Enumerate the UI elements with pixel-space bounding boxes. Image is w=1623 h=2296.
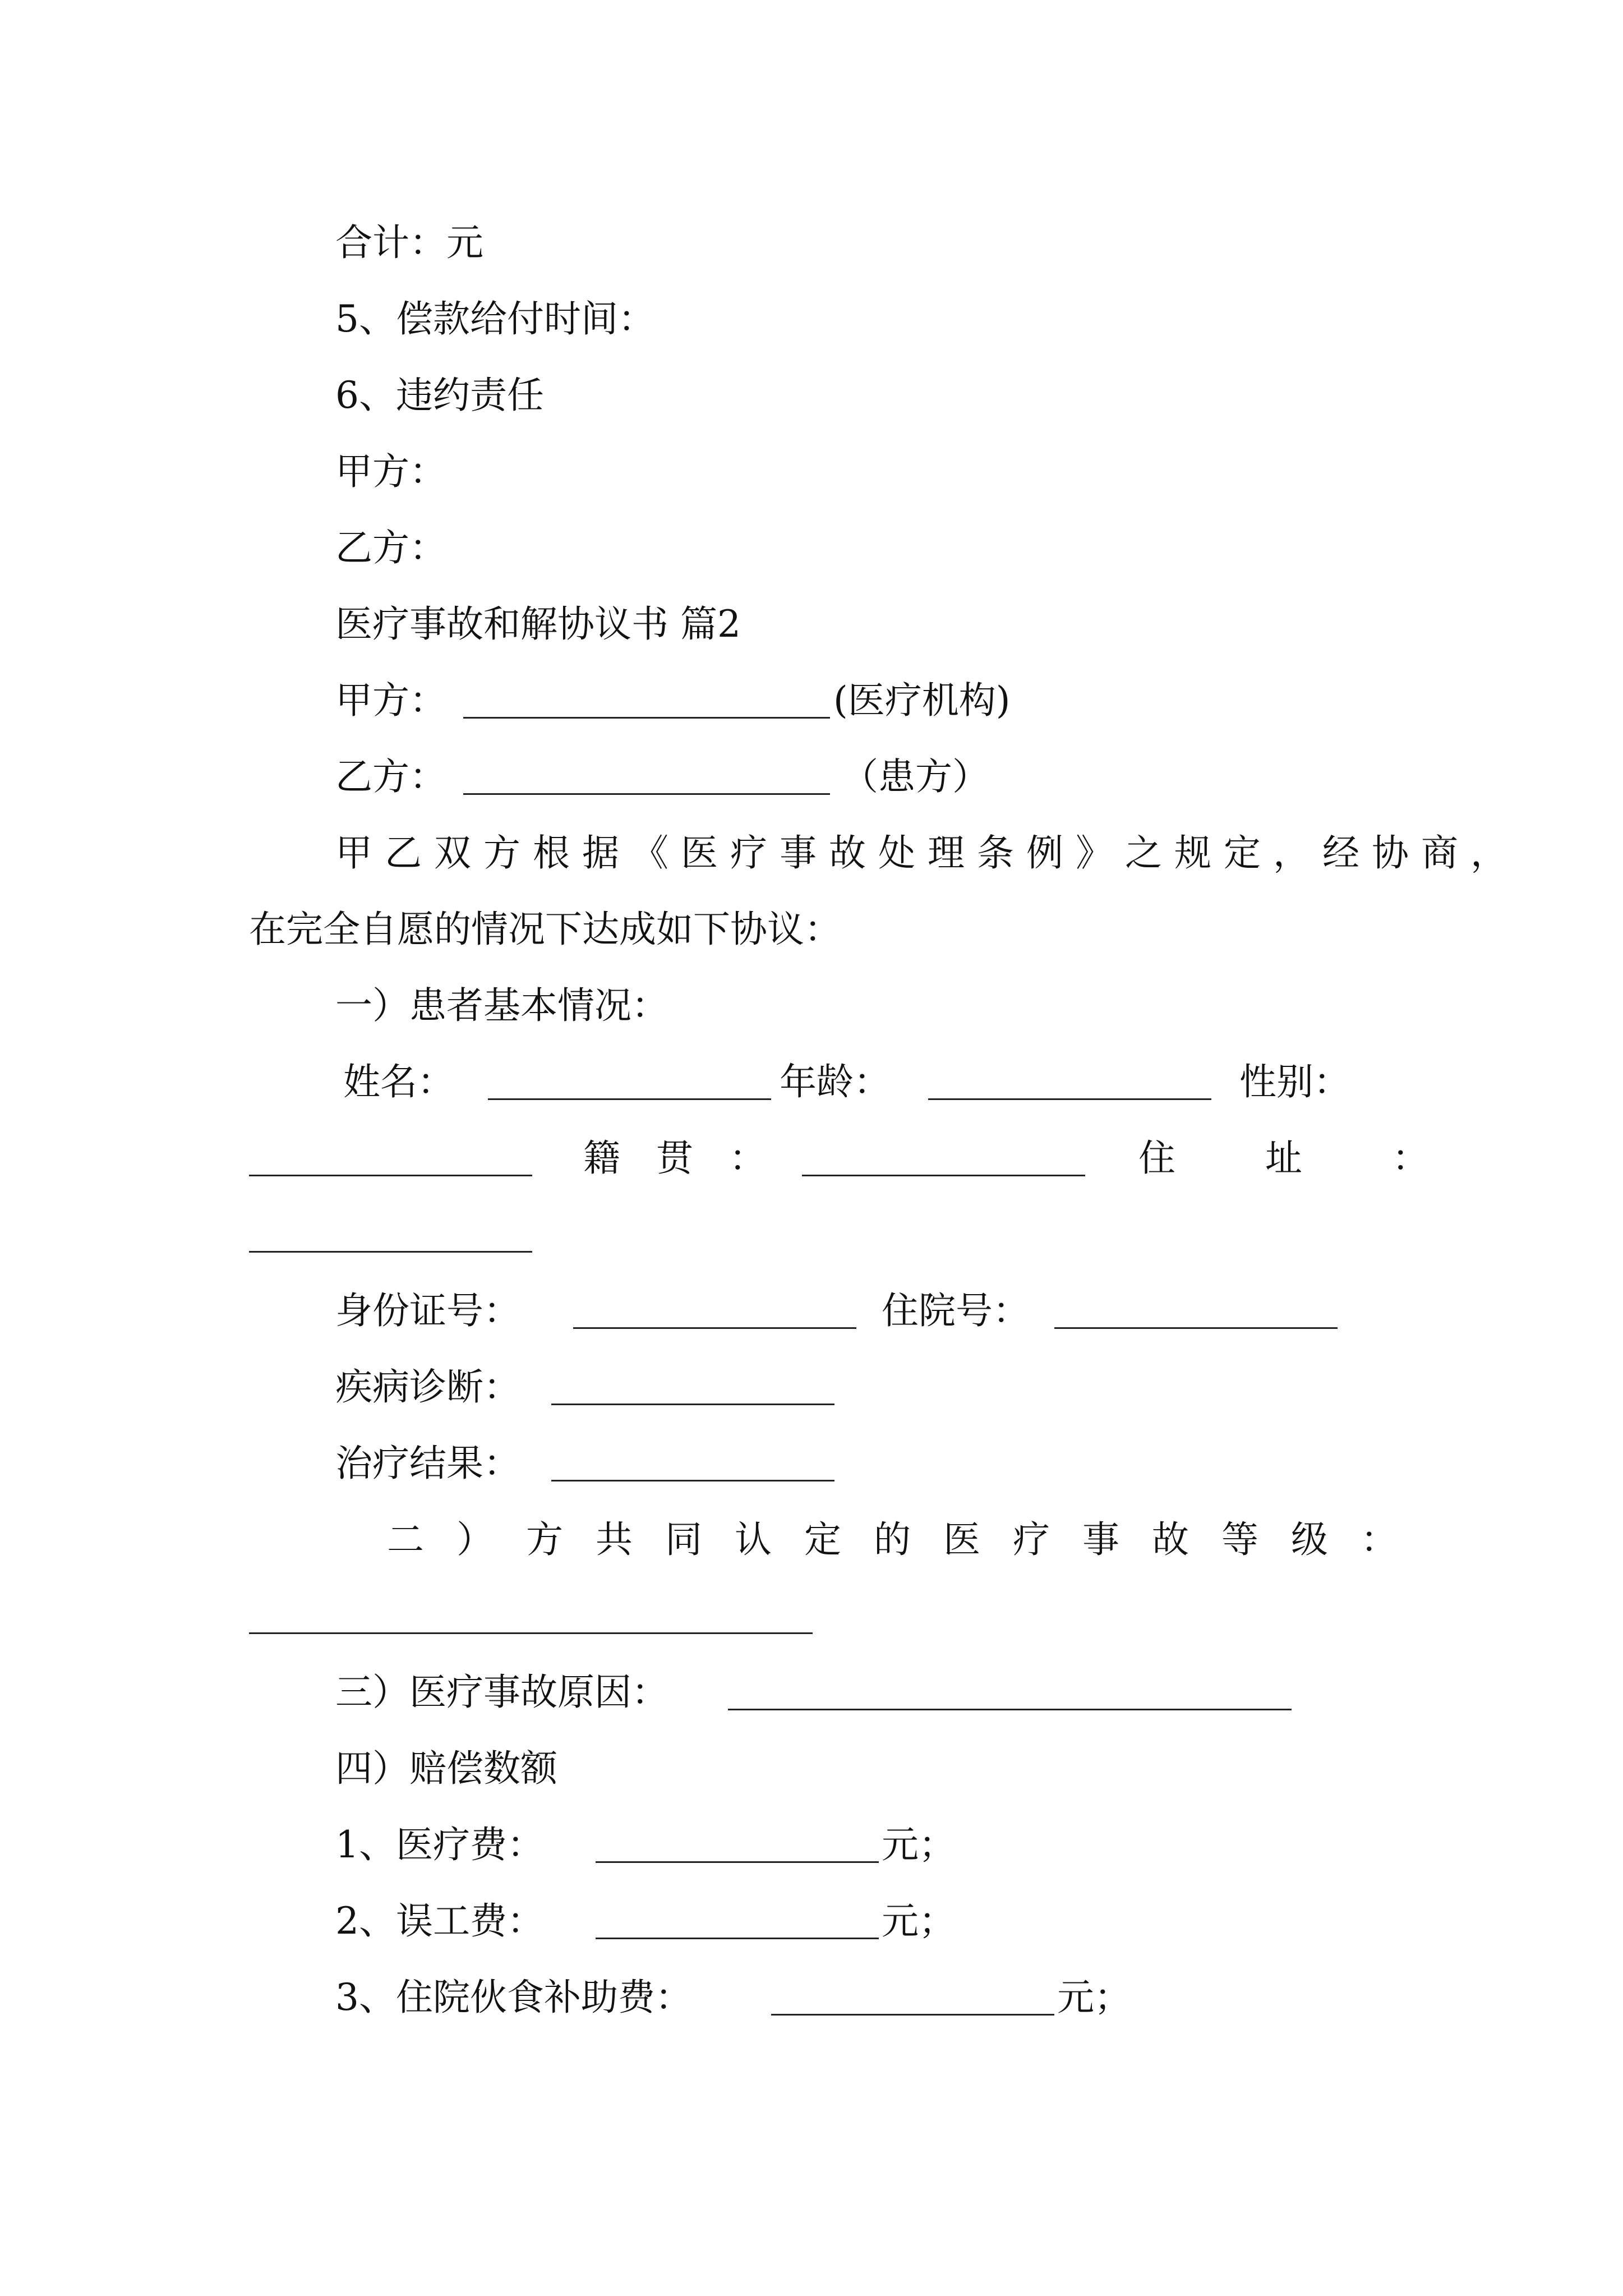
name-blank xyxy=(488,1098,771,1100)
treatment-result-label: 治疗结果： xyxy=(335,1442,520,1485)
inpatient-number-label: 住院号： xyxy=(882,1289,1030,1332)
compensation-heading-line xyxy=(0,1738,1623,1800)
diagnosis-line xyxy=(0,1356,1623,1418)
name-age-sex-line xyxy=(0,1051,1623,1113)
lost-wages-line xyxy=(0,1890,1623,1952)
party-b-suffix: （患方） xyxy=(841,755,989,798)
party-a-signature-line xyxy=(0,441,1623,503)
accident-grade-line xyxy=(0,1509,1623,1571)
party-b-label: 乙方： xyxy=(335,755,446,798)
age-label: 年龄： xyxy=(780,1060,891,1103)
native-place-address-line xyxy=(0,1128,1623,1189)
breach-text: 6、违约责任 xyxy=(335,374,544,417)
section-title: 医疗事故和解协议书 篇2 xyxy=(335,602,741,646)
age-blank xyxy=(928,1098,1211,1100)
party-b-signature-line xyxy=(0,517,1623,579)
id-number-label: 身份证号： xyxy=(335,1289,520,1332)
party-b-label: 乙方： xyxy=(335,526,446,569)
party-a-label: 甲方： xyxy=(335,679,446,722)
lost-wages-label: 2、误工费： xyxy=(335,1899,544,1943)
diagnosis-label: 疾病诊断： xyxy=(335,1365,520,1409)
patient-info-heading: 一）患者基本情况： xyxy=(335,984,668,1027)
inpatient-number-blank xyxy=(1054,1327,1338,1329)
meal-subsidy-blank xyxy=(771,2014,1054,2016)
intro-text-2: 在完全自愿的情况下达成如下协议： xyxy=(249,908,841,951)
lost-wages-unit: 元； xyxy=(882,1899,956,1943)
meal-subsidy-unit: 元； xyxy=(1057,1976,1131,2019)
medical-fee-blank xyxy=(596,1861,879,1863)
native-place-blank xyxy=(802,1175,1085,1176)
meal-subsidy-line xyxy=(0,1967,1623,2028)
sex-blank xyxy=(249,1175,532,1176)
medical-fee-unit: 元； xyxy=(882,1823,956,1866)
lost-wages-blank xyxy=(596,1938,879,1939)
id-number-blank xyxy=(573,1327,856,1329)
treatment-result-line xyxy=(0,1433,1623,1494)
medical-fee-label: 1、医疗费： xyxy=(335,1823,544,1866)
intro-paragraph-line-1 xyxy=(0,822,1623,884)
party-a-label: 甲方： xyxy=(335,450,446,493)
native-place-label: 籍贯： xyxy=(583,1137,802,1180)
accident-grade-blank xyxy=(249,1632,813,1634)
payment-time-line xyxy=(0,288,1623,350)
name-label: 姓名： xyxy=(343,1060,454,1103)
payment-time-text: 5、偿款给付时间： xyxy=(335,297,655,341)
party-a-blank xyxy=(463,717,830,719)
patient-info-heading-line xyxy=(0,975,1623,1037)
diagnosis-blank xyxy=(551,1404,834,1405)
accident-grade-label: 二）方共同认定的医疗事故等级： xyxy=(387,1518,1430,1561)
accident-grade-blank-line xyxy=(0,1585,1623,1647)
party-a-line xyxy=(0,670,1623,731)
address-label: 住址： xyxy=(1138,1137,1519,1180)
address-blank-line xyxy=(0,1204,1623,1266)
party-b-blank xyxy=(463,793,830,795)
accident-cause-label: 三）医疗事故原因： xyxy=(335,1671,668,1714)
compensation-heading: 四）赔偿数额 xyxy=(335,1747,557,1790)
breach-line xyxy=(0,365,1623,426)
intro-text-1: 甲乙双方根据《医疗事故处理条例》之规定，经协商， xyxy=(335,831,1520,875)
address-blank xyxy=(249,1251,532,1253)
accident-cause-blank xyxy=(728,1709,1292,1710)
medical-fee-line xyxy=(0,1814,1623,1876)
id-inpatient-line xyxy=(0,1280,1623,1342)
total-text: 合计：元 xyxy=(335,221,483,264)
party-b-line xyxy=(0,746,1623,808)
intro-paragraph-line-2 xyxy=(0,899,1623,960)
meal-subsidy-label: 3、住院伙食补助费： xyxy=(335,1976,692,2019)
treatment-result-blank xyxy=(551,1480,834,1481)
total-line xyxy=(0,212,1623,274)
accident-cause-line xyxy=(0,1662,1623,1723)
sex-label: 性别： xyxy=(1239,1060,1350,1103)
party-a-suffix: (医疗机构) xyxy=(833,679,1011,722)
section-title-line xyxy=(0,593,1623,655)
